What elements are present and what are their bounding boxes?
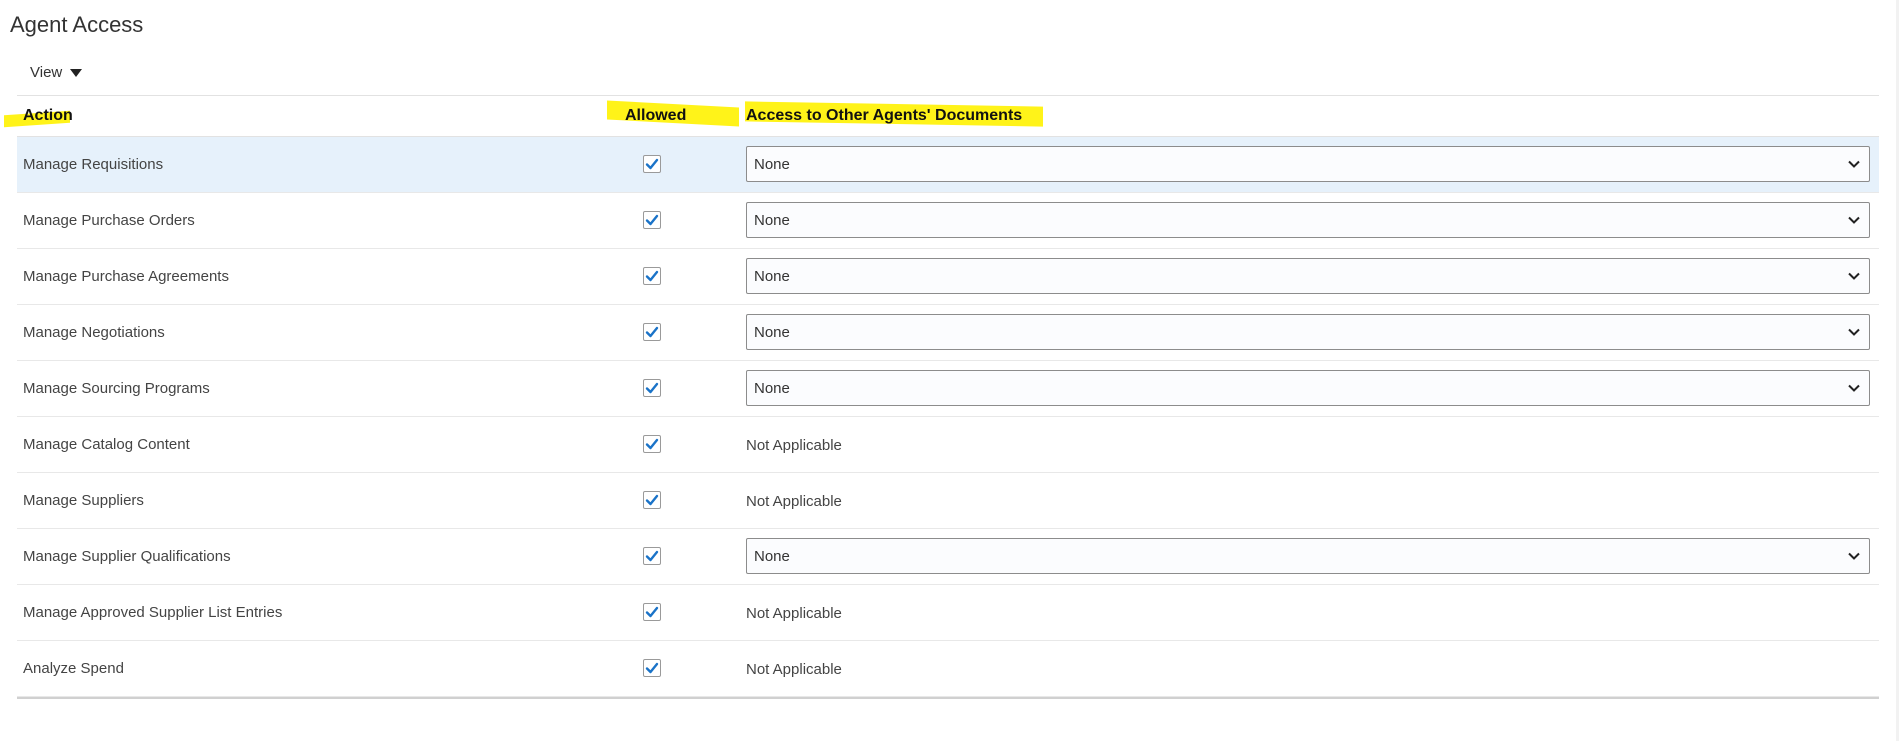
column-header-action[interactable]: Action	[23, 107, 73, 124]
table-row[interactable]	[17, 585, 1879, 641]
access-select-value: None	[754, 548, 790, 565]
table-bottom-divider	[17, 697, 1879, 699]
checkmark-icon	[645, 437, 659, 451]
allowed-checkbox[interactable]	[643, 155, 661, 173]
access-select[interactable]	[746, 146, 1870, 182]
access-select[interactable]	[746, 370, 1870, 406]
access-select[interactable]	[746, 538, 1870, 574]
action-name: Analyze Spend	[23, 660, 124, 677]
table-row[interactable]	[17, 305, 1879, 361]
checkmark-icon	[645, 605, 659, 619]
allowed-checkbox[interactable]	[643, 435, 661, 453]
table-header-row	[17, 96, 1879, 137]
chevron-down-icon	[1847, 157, 1861, 171]
table-row[interactable]	[17, 193, 1879, 249]
access-select-value: None	[754, 156, 790, 173]
checkmark-icon	[645, 269, 659, 283]
chevron-down-icon	[1847, 381, 1861, 395]
action-name: Manage Sourcing Programs	[23, 380, 210, 397]
access-not-applicable-text: Not Applicable	[746, 437, 842, 454]
checkmark-icon	[645, 157, 659, 171]
table-row[interactable]	[17, 641, 1879, 697]
allowed-checkbox[interactable]	[643, 379, 661, 397]
action-name: Manage Suppliers	[23, 492, 144, 509]
allowed-checkbox[interactable]	[643, 323, 661, 341]
access-select-value: None	[754, 212, 790, 229]
action-name: Manage Purchase Agreements	[23, 268, 229, 285]
table-row[interactable]	[17, 137, 1879, 193]
chevron-down-icon	[1847, 213, 1861, 227]
allowed-checkbox[interactable]	[643, 547, 661, 565]
action-name: Manage Purchase Orders	[23, 212, 195, 229]
action-name: Manage Approved Supplier List Entries	[23, 604, 283, 621]
action-name: Manage Negotiations	[23, 324, 165, 341]
access-select-value: None	[754, 324, 790, 341]
table-row[interactable]	[17, 529, 1879, 585]
access-not-applicable-text: Not Applicable	[746, 605, 842, 622]
allowed-checkbox[interactable]	[643, 267, 661, 285]
caret-down-icon	[70, 69, 82, 77]
access-select[interactable]	[746, 314, 1870, 350]
checkmark-icon	[645, 213, 659, 227]
access-select-value: None	[754, 380, 790, 397]
chevron-down-icon	[1847, 269, 1861, 283]
agent-access-table	[17, 96, 1879, 699]
checkmark-icon	[645, 325, 659, 339]
table-body	[17, 137, 1879, 697]
allowed-checkbox[interactable]	[643, 603, 661, 621]
checkmark-icon	[645, 549, 659, 563]
view-menu-button[interactable]	[30, 64, 82, 81]
table-row[interactable]	[17, 417, 1879, 473]
table-row[interactable]	[17, 361, 1879, 417]
checkmark-icon	[645, 661, 659, 675]
allowed-checkbox[interactable]	[643, 659, 661, 677]
access-select[interactable]	[746, 202, 1870, 238]
action-name: Manage Requisitions	[23, 156, 164, 173]
page-title: Agent Access	[10, 12, 144, 37]
access-not-applicable-text: Not Applicable	[746, 493, 842, 510]
access-select[interactable]	[746, 258, 1870, 294]
chevron-down-icon	[1847, 325, 1861, 339]
checkmark-icon	[645, 493, 659, 507]
view-menu-label: View	[30, 64, 63, 81]
chevron-down-icon	[1847, 549, 1861, 563]
table-row[interactable]	[17, 473, 1879, 529]
allowed-checkbox[interactable]	[643, 211, 661, 229]
access-select-value: None	[754, 268, 790, 285]
access-not-applicable-text: Not Applicable	[746, 661, 842, 678]
action-name: Manage Catalog Content	[23, 436, 190, 453]
allowed-checkbox[interactable]	[643, 491, 661, 509]
table-row[interactable]	[17, 249, 1879, 305]
column-header-access[interactable]: Access to Other Agents' Documents	[746, 107, 1023, 124]
column-header-allowed[interactable]: Allowed	[625, 107, 687, 124]
action-name: Manage Supplier Qualifications	[23, 548, 231, 565]
checkmark-icon	[645, 381, 659, 395]
